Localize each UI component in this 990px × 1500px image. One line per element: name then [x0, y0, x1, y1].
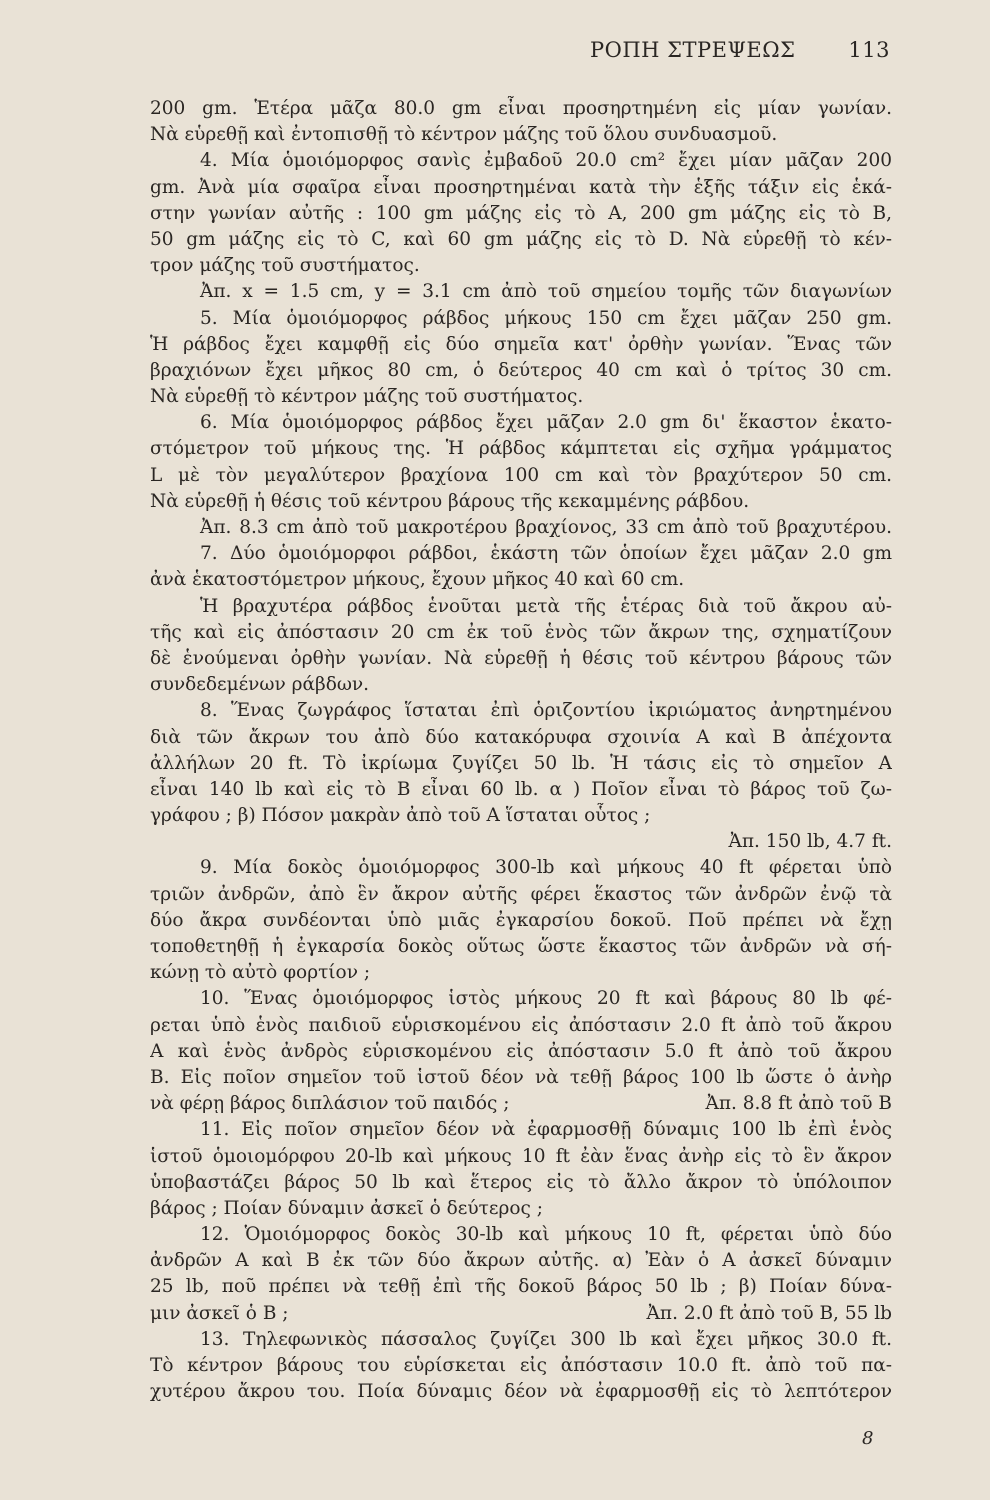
text-line: Ἡ βραχυτέρα ράβδος ἑνοῦται μετὰ τῆς ἑτέρας διὰ τοῦ ἄκρου αὐ-: [200, 595, 892, 617]
header-title: ΡΟΠΗ ΣΤΡΕΨΕΩΣ: [590, 38, 796, 62]
text-line: Νὰ εὑρεθῇ ἡ θέσις τοῦ κέντρου βάρους τῆς κεκαμμένης ράβδου.: [150, 490, 750, 512]
text-line: κώνῃ τὸ αὐτὸ φορτίον ;: [150, 962, 371, 984]
text-line: τρον μάζης τοῦ συστήματος.: [150, 255, 420, 277]
problem-6-line: 6. Μία ὁμοιόμορφος ράβδος ἔχει μᾶζαν 2.0 gm δι' ἕκαστον ἑκατο-: [200, 412, 892, 434]
problem-4-line: 4. Μία ὁμοιόμορφος σανὶς ἐμβαδοῦ 20.0 cm² ἔχει μίαν μᾶζαν 200: [200, 150, 892, 172]
text-line: ρεται ὑπὸ ἑνὸς παιδιοῦ εὑρισκομένου εἰς ἀπόστασιν 2.0 ft ἀπὸ τοῦ ἄκρου: [150, 1014, 892, 1036]
text-line: διὰ τῶν ἄκρων του ἀπὸ δύο κατακόρυφα σχοινία A καὶ B ἀπέχοντα: [150, 726, 892, 748]
text-line: δύο ἄκρα συνδέονται ὑπὸ μιᾶς ἐγκαρσίου δοκοῦ. Ποῦ πρέπει νὰ ἔχῃ: [150, 909, 892, 931]
text-line: ἀλλήλων 20 ft. Τὸ ἰκρίωμα ζυγίζει 50 lb. Ἡ τάσις εἰς τὸ σημεῖον A: [150, 752, 892, 774]
text-line: ἱστοῦ ὁμοιομόρφου 20-lb καὶ μήκους 10 ft ἐὰν ἕνας ἀνὴρ εἰς τὸ ἓν ἄκρον: [150, 1145, 892, 1167]
text-line: συνδεδεμένων ράβδων.: [150, 674, 370, 696]
text-line: B. Εἰς ποῖον σημεῖον τοῦ ἱστοῦ δέον νὰ τεθῇ βάρος 100 lb ὥστε ὁ ἀνὴρ: [150, 1066, 892, 1088]
problem-9-line: 9. Μία δοκὸς ὁμοιόμορφος 300-lb καὶ μήκους 40 ft φέρεται ὑπὸ: [200, 857, 892, 879]
problem-7-line: 7. Δύο ὁμοιόμορφοι ράβδοι, ἑκάστη τῶν ὁποίων ἔχει μᾶζαν 2.0 gm: [200, 543, 892, 565]
problem-8-line: 8. Ἕνας ζωγράφος ἵσταται ἐπὶ ὁριζοντίου ἰκριώματος ἀνηρτημένου: [200, 700, 892, 722]
answer-line: Ἀπ. 150 lb, 4.7 ft.: [728, 831, 892, 853]
text-line: τῆς καὶ εἰς ἀπόστασιν 20 cm ἐκ τοῦ ἑνὸς τῶν ἄκρων της, σχηματίζουν: [150, 621, 892, 643]
text-line: στην γωνίαν αὐτῆς : 100 gm μάζης εἰς τὸ A, 200 gm μάζης εἰς τὸ B,: [150, 202, 892, 224]
text-line: δὲ ἑνούμεναι ὀρθὴν γωνίαν. Νὰ εὑρεθῇ ἡ θέσις τοῦ κέντρου βάρους τῶν: [150, 647, 892, 669]
problem-5-line: 5. Μία ὁμοιόμορφος ράβδος μήκους 150 cm ἔχει μᾶζαν 250 gm.: [200, 307, 892, 329]
text-line: ἀνὰ ἑκατοστόμετρον μήκους, ἔχουν μῆκος 40 καὶ 60 cm.: [150, 569, 685, 591]
text-segment: νὰ φέρῃ βάρος διπλάσιον τοῦ παιδός ;: [150, 1093, 510, 1115]
text-line: 50 gm μάζης εἰς τὸ C, καὶ 60 gm μάζης εἰς τὸ D. Νὰ εὑρεθῇ τὸ κέν-: [150, 228, 892, 250]
problem-13-line: 13. Τηλεφωνικὸς πάσσαλος ζυγίζει 300 lb καὶ ἔχει μῆκος 30.0 ft.: [200, 1328, 892, 1350]
page-number: 113: [848, 38, 890, 62]
text-line: εἶναι 140 lb καὶ εἰς τὸ B εἶναι 60 lb. α ) Ποῖον εἶναι τὸ βάρος τοῦ ζω-: [150, 778, 892, 800]
text-line: ἀνδρῶν A καὶ B ἐκ τῶν δύο ἄκρων αὐτῆς. α) Ἐὰν ὁ A ἀσκεῖ δύναμιν: [150, 1250, 892, 1272]
text-line: χυτέρου ἄκρου του. Ποία δύναμις δέον νὰ ἐφαρμοσθῇ εἰς τὸ λεπτότερον: [150, 1381, 892, 1403]
answer-line: Ἀπ. 8.3 cm ἀπὸ τοῦ μακροτέρου βραχίονος, 33 cm ἀπὸ τοῦ βραχυτέρου.: [200, 517, 892, 538]
text-line-with-answer: [150, 1091, 892, 1117]
answer-segment: Ἀπ. 2.0 ft ἀπὸ τοῦ B, 55 lb: [646, 1302, 892, 1324]
text-line-with-answer: [150, 1301, 892, 1327]
text-line: Τὸ κέντρον βάρους του εὑρίσκεται εἰς ἀπόστασιν 10.0 ft. ἀπὸ τοῦ πα-: [150, 1355, 892, 1376]
answer-line: Ἀπ. x = 1.5 cm, y = 3.1 cm ἀπὸ τοῦ σημείου τομῆς τῶν διαγωνίων: [200, 281, 892, 303]
text-line: στόμετρον τοῦ μήκους της. Ἡ ράβδος κάμπτεται εἰς σχῆμα γράμματος: [150, 438, 892, 460]
problem-12-line: 12. Ὁμοιόμορφος δοκὸς 30-lb καὶ μήκους 10 ft, φέρεται ὑπὸ δύο: [200, 1224, 892, 1246]
text-line: 25 lb, ποῦ πρέπει νὰ τεθῇ ἐπὶ τῆς δοκοῦ βάρος 50 lb ; β) Ποίαν δύνα-: [150, 1276, 892, 1298]
text-line: ὑποβαστάζει βάρος 50 lb καὶ ἕτερος εἰς τὸ ἄλλο ἄκρον τὸ ὑπόλοιπον: [150, 1171, 892, 1193]
text-line: γράφου ; β) Πόσον μακρὰν ἀπὸ τοῦ A ἵσταται οὗτος ;: [150, 805, 651, 827]
problem-11-line: 11. Εἰς ποῖον σημεῖον δέον νὰ ἐφαρμοσθῇ δύναμις 100 lb ἐπὶ ἑνὸς: [200, 1119, 892, 1141]
text-line: τριῶν ἀνδρῶν, ἀπὸ ἓν ἄκρον αὐτῆς φέρει ἕκαστος τῶν ἀνδρῶν ἐνῷ τὰ: [150, 883, 892, 905]
text-line: βραχιόνων ἔχει μῆκος 80 cm, ὁ δεύτερος 40 cm καὶ ὁ τρίτος 30 cm.: [150, 359, 892, 381]
text-line: βάρος ; Ποίαν δύναμιν ἀσκεῖ ὁ δεύτερος ;: [150, 1197, 543, 1219]
text-line: τοποθετηθῇ ἡ ἐγκαρσία δοκὸς οὕτως ὥστε ἕκαστος τῶν ἀνδρῶν νὰ σή-: [150, 936, 892, 957]
text-segment: μιν ἀσκεῖ ὁ B ;: [150, 1302, 289, 1324]
text-line: Νὰ εὑρεθῇ καὶ ἐντοπισθῇ τὸ κέντρον μάζης τοῦ ὅλου συνδυασμοῦ.: [150, 124, 778, 146]
signature-mark: 8: [862, 1428, 874, 1449]
text-line: L μὲ τὸν μεγαλύτερον βραχίονα 100 cm καὶ τὸν βραχύτερον 50 cm.: [150, 464, 892, 486]
text-line: Νὰ εὑρεθῇ τὸ κέντρον μάζης τοῦ συστήματος.: [150, 386, 584, 408]
answer-segment: Ἀπ. 8.8 ft ἀπὸ τοῦ B: [705, 1093, 892, 1115]
running-header: [590, 38, 890, 72]
text-line: Ἡ ράβδος ἔχει καμφθῇ εἰς δύο σημεῖα κατ' ὀρθὴν γωνίαν. Ἕνας τῶν: [150, 333, 892, 355]
text-line: 200 gm. Ἑτέρα μᾶζα 80.0 gm εἶναι προσηρτημένη εἰς μίαν γωνίαν.: [150, 98, 892, 119]
text-line: gm. Ἀνὰ μία σφαῖρα εἶναι προσηρτημέναι κατὰ τὴν ἑξῆς τάξιν εἰς ἑκά-: [150, 176, 892, 198]
problem-10-line: 10. Ἕνας ὁμοιόμορφος ἱστὸς μήκους 20 ft καὶ βάρους 80 lb φέ-: [200, 988, 892, 1010]
text-line: A καὶ ἑνὸς ἀνδρὸς εὑρισκομένου εἰς ἀπόστασιν 5.0 ft ἀπὸ τοῦ ἄκρου: [150, 1040, 892, 1062]
body-text: [150, 96, 892, 1405]
